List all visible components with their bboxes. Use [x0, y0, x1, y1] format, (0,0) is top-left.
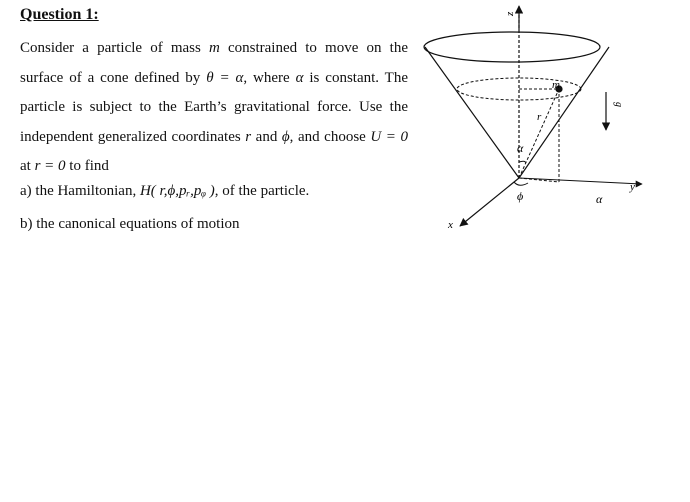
item-a-prefix: a) the Hamiltonian, — [20, 183, 140, 199]
r-symbol: r — [245, 128, 252, 145]
text-run: Consider a particle of mass — [20, 40, 209, 56]
alpha-label: α — [517, 141, 524, 155]
x-axis — [460, 178, 519, 226]
theta-equation: θ = α — [206, 69, 244, 86]
z-label: z — [504, 11, 516, 16]
text-run: constrained to move on the surface of a cone defined by — [20, 40, 408, 86]
r-label: r — [537, 111, 542, 123]
item-a — [20, 183, 309, 200]
r-line — [519, 89, 559, 178]
y-label: y — [630, 181, 635, 193]
question-paragraph — [20, 34, 408, 182]
alpha-bottom-label: α — [596, 192, 603, 206]
item-b: b) the canonical equations of motion — [20, 216, 240, 232]
text-run: and — [251, 128, 282, 145]
alpha-symbol: α — [295, 69, 304, 86]
text-run: to find — [65, 158, 109, 174]
phi-arc — [514, 182, 528, 185]
text-run: at — [20, 158, 35, 174]
mass-symbol: m — [208, 40, 220, 56]
alpha-arc — [519, 161, 526, 163]
y-axis — [519, 178, 640, 184]
potential-equation: U = 0 — [370, 128, 408, 145]
text-run: , and choose — [289, 128, 371, 145]
cone-top-rim — [424, 32, 600, 62]
text-run: is constant. The particle is subject to the Earth’s gravitational force. Use the independent generalized coordinates — [20, 69, 408, 145]
x-label: x — [448, 219, 453, 231]
text-run: , where — [243, 69, 296, 86]
hamiltonian-formula: H( r,ϕ,pᵣ,pᵩ ) — [139, 183, 215, 199]
r-equation: r = 0 — [34, 158, 66, 174]
question-title: Question 1: — [20, 6, 99, 23]
phi-symbol: ϕ — [281, 128, 290, 145]
g-label: g — [613, 102, 624, 107]
cone-right-side — [519, 47, 609, 178]
item-a-suffix: , of the particle. — [214, 183, 310, 199]
m-label: m — [552, 79, 560, 91]
cone-figure — [420, 0, 690, 240]
phi-label: ϕ — [517, 189, 524, 203]
cone-left-side — [425, 47, 519, 178]
